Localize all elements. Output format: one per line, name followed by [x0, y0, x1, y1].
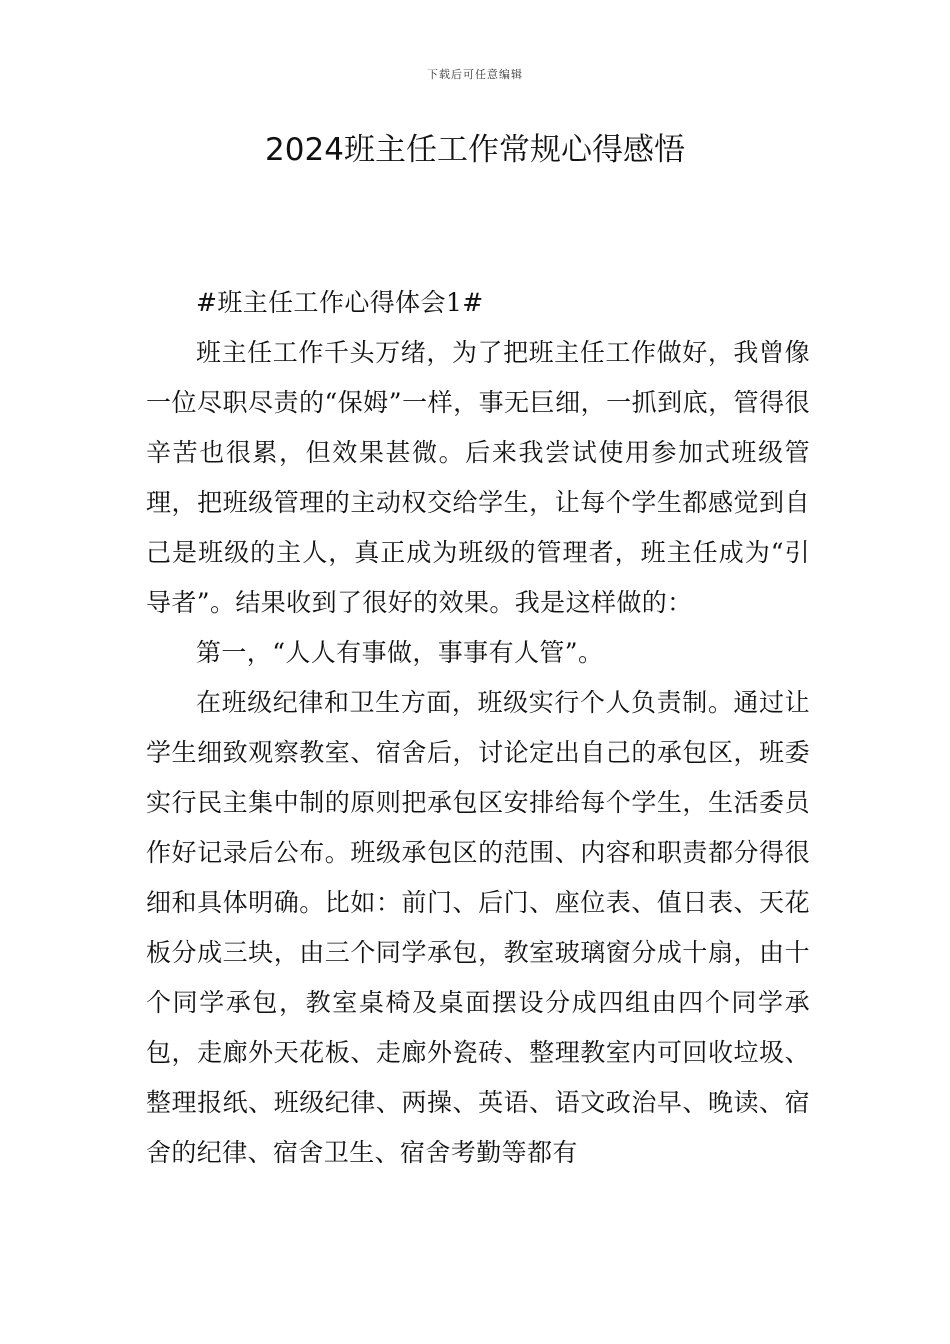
point-heading: 第一，“人人有事做，事事有人管”。	[196, 638, 604, 667]
body-paragraph: 班主任工作千头万绪，为了把班主任工作做好，我曾像一位尽职尽责的“保姆”一样，事无巨细，一抓到底，管得很辛苦也很累，但效果甚微。后来我尝试使用参加式班级管理，把班级管理的主动权交给学生，让每个学生都感觉到自己是班级的主人，真正成为班级的管理者，班主任成为“引导者”。结果收到了很好的效果。我是这样做的：	[146, 338, 810, 617]
section-heading: #班主任工作心得体会1#	[196, 288, 484, 317]
header-note: 下载后可任意编辑	[427, 68, 523, 81]
document-body	[146, 278, 810, 1178]
body-paragraph: 在班级纪律和卫生方面，班级实行个人负责制。通过让学生细致观察教室、宿舍后，讨论定出自己的承包区，班委实行民主集中制的原则把承包区安排给每个学生，生活委员作好记录后公布。班级承包区的范围、内容和职责都分得很细和具体明确。比如：前门、后门、座位表、值日表、天花板分成三块，由三个同学承包，教室玻璃窗分成十扇，由十个同学承包，教室桌椅及桌面摆设分成四组由四个同学承包，走廊外天花板、走廊外瓷砖、整理教室内可回收垃圾、整理报纸、班级纪律、两操、英语、语文政治早、晚读、宿舍的纪律、宿舍卫生、宿舍考勤等都有	[146, 688, 810, 1167]
document-title: 2024班主任工作常规心得感悟	[265, 132, 685, 168]
